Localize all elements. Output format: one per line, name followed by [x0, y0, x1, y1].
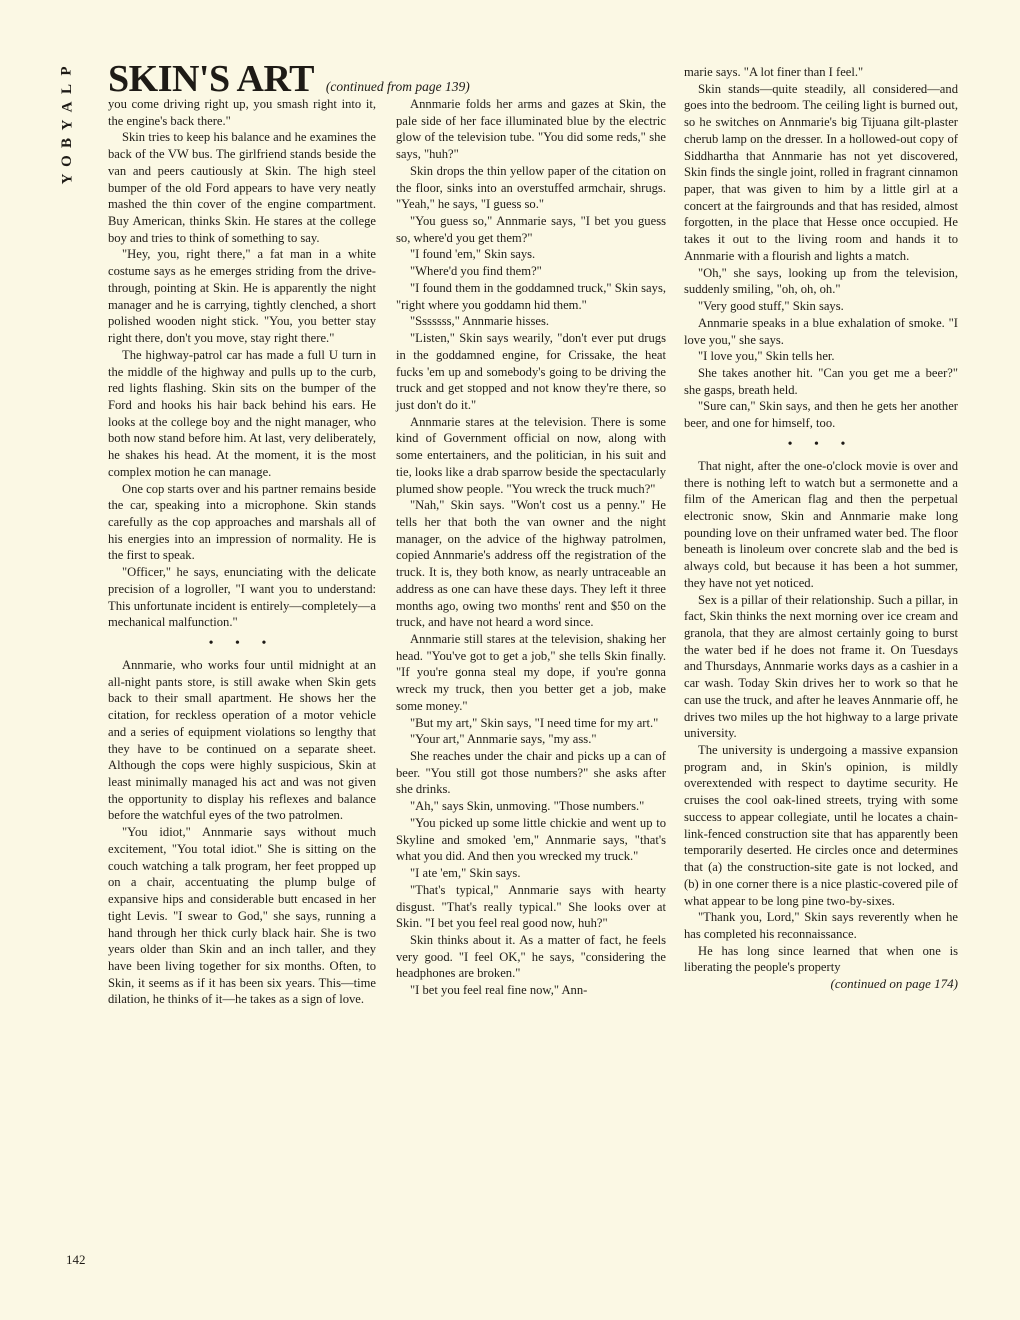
paragraph: "Listen," Skin says wearily, "don't ever put drugs in the goddamned engine, for Crissake, the heat fucks 'em up and somebody's going to be driving the truck and get stopped and not know they're there, so just don't do it."	[396, 331, 666, 412]
section-break: • • •	[787, 436, 855, 452]
text-column-2	[396, 96, 666, 999]
paragraph: "Very good stuff," Skin says.	[698, 299, 844, 314]
paragraph: Skin stands—quite steadily, all considered—and goes into the bedroom. The ceiling light is burned out, so he switches on Annmarie's big Tijuana gilt-plaster cherub lamp on the dresser. In a hollowed-out copy of Siddhartha that Annmarie has not yet discovered, Skin finds the single joint, rolled in fragrant cinnamon paper, that was given to him by a little girl at a concert at the fairgrounds and that has resided, almost forgotten, in the place that Hesse once occupied. He takes it out to the living room and hands it to Annmarie with a flourish and lights a match.	[684, 81, 958, 263]
paragraph: "Your art," Annmarie says, "my ass."	[410, 732, 597, 747]
paragraph: "Thank you, Lord," Skin says reverently when he has completed his reconnaissance.	[684, 910, 958, 941]
paragraph: "Officer," he says, enunciating with the delicate precision of a logroller, "I want you to understand: This unfortunate incident is entirely—completely—a mechanical malfunction."	[108, 565, 376, 630]
paragraph: "I found 'em," Skin says.	[410, 247, 536, 262]
paragraph: "Sssssss," Annmarie hisses.	[410, 314, 550, 329]
paragraph: Skin tries to keep his balance and he examines the back of the VW bus. The girlfriend stands beside the van and peers cautiously at Skin. The high steel bumper of the old Ford appears to have very neatly mashed the thin cover of the engine compartment. Buy American, thinks Skin. He stares at the college boy and tries to think of something to say.	[108, 130, 376, 245]
paragraph: "You guess so," Annmarie says, "I bet you guess so, where'd you get them?"	[396, 214, 666, 245]
paragraph: Skin drops the thin yellow paper of the citation on the floor, sinks into an overstuffed armchair, shrugs. "Yeah," he says, "I guess so."	[396, 163, 666, 212]
paragraph: "I love you," Skin tells her.	[698, 349, 835, 364]
paragraph: you come driving right up, you smash right into it, the engine's back there."	[108, 97, 376, 128]
paragraph: "Hey, you, right there," a fat man in a white costume says as he emerges striding from the drive-through, pointing at Skin. He is apparently the night manager and he is carrying, tightly clenched, a short polished wooden night stick. "You, you better stay right there, don't you move, stay right there."	[108, 247, 376, 346]
paragraph: "That's typical," Annmarie says with hearty disgust. "That's really typical." She looks over at Skin. "I bet you feel real good now, huh?"	[396, 882, 666, 931]
paragraph: The highway-patrol car has made a full U turn in the middle of the highway and pulls up to the curb, red lights flashing. Skin sits on the bumper of the Ford and hooks his hair back behind his ears. He looks at the college boy and the night manager, who both now stand before him. At last, very deliberately, he shakes his head. At the moment, it is the most complex motion he can manage.	[108, 347, 376, 479]
continued-from-note: (continued from page 139)	[325, 79, 470, 94]
paragraph: "You picked up some little chickie and went up to Skyline and smoked 'em," Annmarie says, "that's what you did. And then you wrecked my truck."	[396, 815, 666, 864]
paragraph: The university is undergoing a massive expansion program and, in Skin's opinion, is mildly overextended with respect to daytime security. He cruises the cool oak-lined streets, trying with some success to appear collegiate, until he locates a chain-link-fenced construction site that has apparently been temporarily deserted. He circles once and determines that (a) the construction-site gate is not locked, and (b) in one corner there is a nice plastic-covered pile of what appear to be long pine two-by-sixes.	[684, 743, 958, 908]
paragraph: "I bet you feel real fine now," Ann-	[410, 983, 588, 998]
masthead-letter: Y	[59, 119, 75, 131]
paragraph: "But my art," Skin says, "I need time for my art."	[410, 715, 659, 730]
paragraph: She reaches under the chair and picks up a can of beer. "You still got those numbers?" she asks after she drinks.	[396, 749, 666, 797]
paragraph: marie says. "A lot finer than I feel."	[684, 65, 864, 79]
paragraph: "Sure can," Skin says, and then he gets her another beer, and one for himself, too.	[684, 399, 958, 431]
paragraph: "Where'd you find them?"	[410, 264, 542, 279]
paragraph: "Oh," she says, looking up from the television, suddenly smiling, "oh, oh, oh."	[684, 265, 958, 297]
masthead-letter: O	[58, 155, 75, 167]
section-break: • • •	[208, 636, 276, 651]
continued-on-note: (continued on page 174)	[830, 976, 958, 992]
article-title: SKIN'S ART	[108, 58, 314, 100]
paragraph: She takes another hit. "Can you get me a beer?" she gasps, breath held.	[684, 365, 958, 397]
masthead-letter: L	[58, 83, 75, 95]
paragraph: "You idiot," Annmarie says without much excitement, "You total idiot." She is sitting on the couch watching a talk program, her feet propped up on a chair, accentuating the plump bulge of expansive hips and considerable butt encased in her tight Levis. "I swear to God," she says, running a hand through her thick curly black hair. She is two years older than Skin and an inch taller, and they have been living together for six months. Often, to Skin, it seems as if it has been six years. This—time dilation, he thinks of it—he takes as a sign of love.	[108, 825, 376, 1007]
masthead-letter: P	[58, 66, 75, 76]
magazine-vertical-title	[52, 62, 82, 188]
article-header	[108, 58, 470, 100]
paragraph: Annmarie folds her arms and gazes at Skin, the pale side of her face illuminated blue by the electric glow of the television tube. "You did some reds," she says, "huh?"	[396, 97, 666, 162]
paragraph: One cop starts over and his partner remains beside the car, speaking into a microphone. Skin stands carefully as the cop approaches and marshals all of his energies into an impression of normality. He is the first to speak.	[108, 481, 376, 563]
masthead-letter: A	[59, 101, 75, 113]
paragraph: Sex is a pillar of their relationship. Such a pillar, in fact, Skin thinks the next morning over ice cream and granola, that they are almost certainly going to burst the water bed if he does not frame it. On Tuesdays and Thursdays, Annmarie works days as a cashier in a car wash. Today Skin drives her to work so that he can use the truck, and after he leaves Annmarie off, he drives two miles up the hot highway to a large private university.	[684, 592, 958, 741]
page-number: 142	[66, 1252, 86, 1267]
text-column-3	[684, 64, 958, 993]
paragraph: Skin thinks about it. As a matter of fact, he feels very good. "I feel OK," he says, "considering the headphones are broken."	[396, 932, 666, 981]
paragraph: Annmarie, who works four until midnight at an all-night pants store, is still awake when Skin gets back to their small apartment. He shows her the citation, for reckless operation of a motor vehicle and a series of equipment violations so lengthy that they have to be continued on a separate sheet. Although the cops were highly suspicious, Skin at least minimally managed his act and was not given the opportunity to display his reflexes and balance before the watchful eyes of the two patrolmen.	[108, 658, 376, 823]
paragraph: "I found them in the goddamned truck," Skin says, "right where you goddamn hid them."	[396, 280, 666, 312]
masthead-letter: Y	[59, 173, 75, 185]
paragraph: Annmarie speaks in a blue exhalation of smoke. "I love you," she says.	[684, 315, 958, 347]
text-column-1	[108, 96, 376, 1008]
paragraph: That night, after the one-o'clock movie is over and there is nothing left to watch but a sermonette and a film of the American flag and then the perpetual electronic snow, Skin and Annmarie make long pounding love on their unframed water bed. The floor beneath is linoleum over concrete slab and the bed is always cold, but because it has been a hot summer, they have not yet noticed.	[684, 458, 958, 590]
paragraph: Annmarie stares at the television. There is some kind of Government official on now, along with some entertainers, and the politician, in his suit and tie, looks like a drab sparrow beside the spectacularly plumed show people. "You wreck the truck much?"	[396, 414, 666, 496]
paragraph: Annmarie still stares at the television, shaking her head. "You've got to get a job," she tells Skin finally. "If you're gonna steal my dope, if you're gonna wreck my truck, then you better get a job, make some money."	[396, 632, 666, 713]
masthead-letter: B	[58, 137, 75, 149]
paragraph: "Ah," says Skin, unmoving. "Those numbers."	[410, 799, 645, 814]
paragraph: "Nah," Skin says. "Won't cost us a penny." He tells her that both the van owner and the night manager, on the advice of the highway patrolmen, copied Annmarie's address off the registration of the truck. It is, they both know, as nearly untraceable an address as one can have these days. They left it three months ago, owing two months' rent and $50 on the truck, and have not heard a word since.	[396, 498, 666, 630]
paragraph: He has long since learned that when one is liberating the people's property	[684, 943, 958, 975]
paragraph: "I ate 'em," Skin says.	[410, 866, 521, 881]
